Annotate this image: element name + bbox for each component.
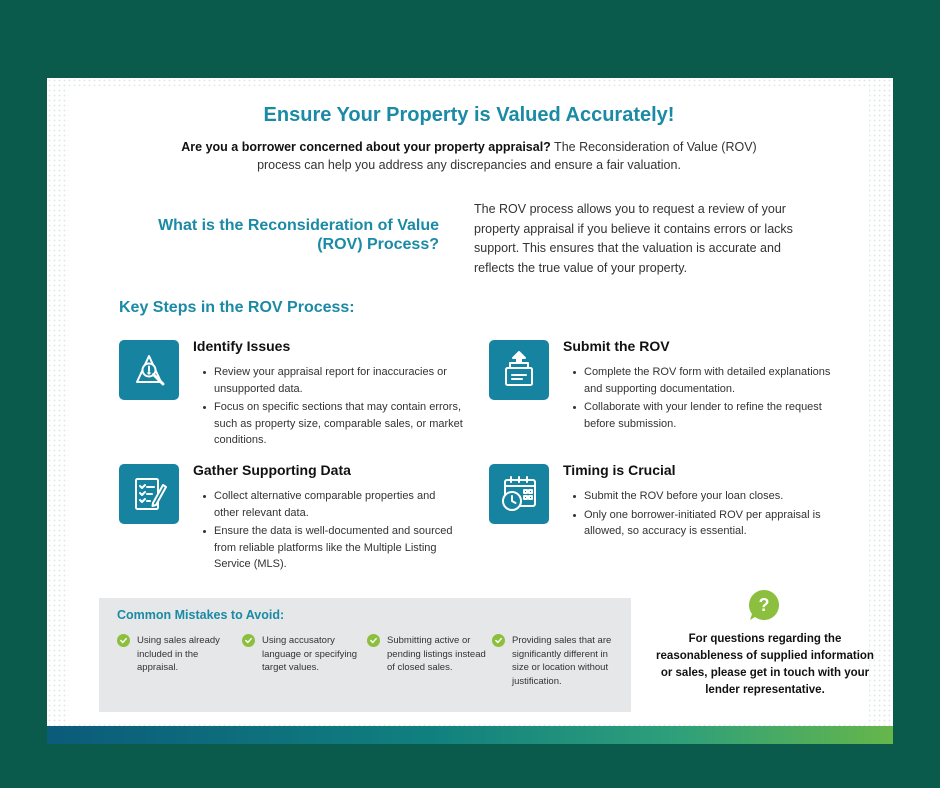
intro-rest: The Reconsideration of Value (ROV) process can help you address any discrepancies and ensure a fair valuation. — [257, 140, 757, 172]
check-icon — [117, 634, 130, 647]
checklist-pencil-icon — [119, 464, 179, 524]
mistake-text: Providing sales that are significantly different in size or location without justification. — [512, 635, 612, 687]
svg-text:?: ? — [758, 595, 770, 615]
step-bullets — [563, 488, 833, 542]
intro-bold: Are you a borrower concerned about your property appraisal? — [181, 140, 551, 154]
question-bubble-icon — [747, 588, 781, 622]
bullet: Ensure the data is well-documented and sourced from reliable platforms like the Multiple Listing Service (MLS). — [193, 523, 463, 573]
step-bullets — [563, 364, 833, 434]
flyer-card — [47, 78, 893, 726]
what-is-rov-heading — [109, 216, 439, 254]
mistake-text: Using sales already included in the appraisal. — [137, 635, 220, 673]
bullet: Review your appraisal report for inaccuracies or unsupported data. — [193, 364, 463, 397]
mistakes-heading: Common Mistakes to Avoid: — [117, 608, 285, 622]
step-title: Gather Supporting Data — [193, 462, 351, 478]
page-title: Ensure Your Property is Valued Accurately! — [263, 104, 675, 126]
step-title: Submit the ROV — [563, 338, 670, 354]
mistake-text: Submitting active or pending listings instead of closed sales. — [387, 635, 486, 673]
step-title: Identify Issues — [193, 338, 291, 354]
check-icon — [367, 634, 380, 647]
bullet: Focus on specific sections that may contain errors, such as property size, comparable sales, or market conditions. — [193, 399, 463, 449]
contact-note: For questions regarding the reasonableness of supplied information or sales, please get in touch with your lender representative. — [656, 633, 874, 696]
footer-gradient-bar — [47, 726, 893, 744]
common-mistakes-box — [99, 598, 631, 712]
bullet: Complete the ROV form with detailed explanations and supporting documentation. — [563, 364, 833, 397]
what-title-line1: What is the Reconsideration of Value — [158, 217, 439, 234]
bullet: Collect alternative comparable properties and other relevant data. — [193, 488, 463, 521]
step-bullets — [193, 364, 463, 451]
mistake-text: Using accusatory language or specifying target values. — [262, 635, 358, 673]
bullet: Only one borrower-initiated ROV per appraisal is allowed, so accuracy is essential. — [563, 507, 833, 540]
step-title: Timing is Crucial — [563, 462, 676, 478]
flyer-content — [69, 86, 874, 722]
warning-magnifier-icon — [119, 340, 179, 400]
calendar-clock-icon — [489, 464, 549, 524]
bullet: Collaborate with your lender to refine the request before submission. — [563, 399, 833, 432]
step-bullets — [193, 488, 463, 575]
key-steps-heading: Key Steps in the ROV Process: — [119, 299, 355, 316]
upload-document-icon — [489, 340, 549, 400]
check-icon — [492, 634, 505, 647]
what-is-rov-text: The ROV process allows you to request a review of your property appraisal if you believe it contains errors or lacks support. This ensures that the valuation is accurate and reflects the true value of your property. — [474, 202, 793, 275]
what-title-line2: (ROV) Process? — [317, 236, 439, 253]
bullet: Submit the ROV before your loan closes. — [563, 488, 833, 505]
intro-paragraph — [159, 138, 779, 174]
check-icon — [242, 634, 255, 647]
